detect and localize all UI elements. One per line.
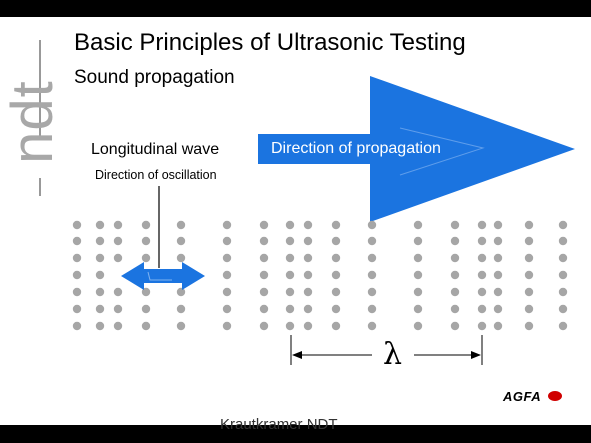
particle-dot	[559, 305, 567, 313]
particle-dot	[73, 271, 81, 279]
particle-dot	[451, 254, 459, 262]
particle-dot	[414, 254, 422, 262]
particle-dot	[368, 237, 376, 245]
particle-dot	[478, 305, 486, 313]
particle-dot	[559, 288, 567, 296]
particle-dot	[177, 322, 185, 330]
particle-dot	[223, 288, 231, 296]
particle-dot	[96, 305, 104, 313]
particle-dot	[332, 288, 340, 296]
particle-dot	[114, 254, 122, 262]
particle-dot	[260, 305, 268, 313]
particle-dot	[286, 237, 294, 245]
oscillation-arrow	[121, 262, 205, 290]
particle-dot	[559, 271, 567, 279]
particle-dot	[368, 288, 376, 296]
particle-dot	[73, 305, 81, 313]
particle-dot	[73, 254, 81, 262]
particle-dot	[414, 288, 422, 296]
particle-dot	[332, 305, 340, 313]
particle-dot	[114, 305, 122, 313]
particle-dot	[142, 305, 150, 313]
particle-dot	[260, 322, 268, 330]
footer-credit: Krautkramer NDT	[220, 416, 338, 433]
particle-dot	[414, 237, 422, 245]
page-subtitle: Sound propagation	[74, 67, 235, 88]
agfa-rhombus-icon	[548, 391, 562, 401]
particle-dot	[525, 237, 533, 245]
particle-dot	[368, 221, 376, 229]
particle-dot	[525, 322, 533, 330]
particle-dot	[451, 271, 459, 279]
particle-dot	[478, 322, 486, 330]
particle-dot	[451, 221, 459, 229]
particle-dot	[223, 237, 231, 245]
particle-dot	[223, 221, 231, 229]
particle-dot	[286, 254, 294, 262]
particle-dot	[177, 288, 185, 296]
particle-dot	[286, 305, 294, 313]
particle-dot	[559, 237, 567, 245]
particle-dot	[304, 322, 312, 330]
particle-dot	[525, 221, 533, 229]
particle-dot	[525, 271, 533, 279]
wavelength-arrowhead-left	[292, 351, 302, 359]
particle-dot	[96, 237, 104, 245]
particle-dot	[223, 322, 231, 330]
particle-dot	[260, 271, 268, 279]
particle-dot	[478, 221, 486, 229]
particle-dot	[494, 322, 502, 330]
particle-dot	[142, 237, 150, 245]
particle-dot	[494, 221, 502, 229]
particle-dot	[332, 237, 340, 245]
particle-dot	[451, 305, 459, 313]
particle-dot	[494, 305, 502, 313]
particle-dot	[414, 221, 422, 229]
particle-dot	[414, 305, 422, 313]
particle-dot	[286, 322, 294, 330]
particle-dot	[478, 237, 486, 245]
propagation-label: Direction of propagation	[271, 140, 441, 157]
page-title: Basic Principles of Ultrasonic Testing	[74, 29, 466, 56]
particle-dot	[286, 288, 294, 296]
particle-dot	[96, 254, 104, 262]
particle-dot	[368, 322, 376, 330]
particle-dot	[260, 237, 268, 245]
particle-dot	[525, 254, 533, 262]
particle-dot	[304, 305, 312, 313]
particle-dot	[414, 271, 422, 279]
agfa-logo: AGFA	[503, 389, 542, 404]
particle-dot	[368, 305, 376, 313]
particle-dot	[142, 221, 150, 229]
particle-dot	[559, 254, 567, 262]
ndt-logo: ndt	[0, 80, 65, 164]
particle-dot	[96, 322, 104, 330]
particle-dot	[368, 254, 376, 262]
particle-dot	[451, 322, 459, 330]
particle-dot	[451, 237, 459, 245]
particle-dot	[177, 237, 185, 245]
particle-dot	[177, 305, 185, 313]
particle-dot	[451, 288, 459, 296]
particle-dot	[559, 322, 567, 330]
particle-dot	[142, 254, 150, 262]
particle-dot	[304, 221, 312, 229]
wavelength-symbol: λ	[383, 337, 403, 372]
particle-dot	[332, 271, 340, 279]
particle-dot	[525, 305, 533, 313]
particle-dot	[525, 288, 533, 296]
particle-dot	[96, 288, 104, 296]
particle-dot	[304, 254, 312, 262]
particle-dot	[332, 221, 340, 229]
particle-dot	[494, 288, 502, 296]
wave-type-label: Longitudinal wave	[91, 141, 220, 158]
particle-dot	[260, 221, 268, 229]
particle-dot	[304, 271, 312, 279]
particle-dot	[223, 305, 231, 313]
particle-dot	[286, 221, 294, 229]
particle-dot	[142, 322, 150, 330]
particle-dot	[223, 254, 231, 262]
particle-dot	[177, 254, 185, 262]
oscillation-label: Direction of oscillation	[95, 168, 217, 182]
particle-dot	[177, 221, 185, 229]
particle-dot	[494, 254, 502, 262]
particle-dot	[223, 271, 231, 279]
wavelength-arrowhead-right	[471, 351, 481, 359]
particle-dot	[114, 288, 122, 296]
particle-dot	[494, 237, 502, 245]
particle-dot	[114, 322, 122, 330]
particle-dot	[478, 271, 486, 279]
particle-dot	[286, 271, 294, 279]
particle-dot	[478, 288, 486, 296]
particle-dot	[478, 254, 486, 262]
particle-dot	[559, 221, 567, 229]
particle-dot	[368, 271, 376, 279]
particle-dot	[260, 254, 268, 262]
particle-dot	[494, 271, 502, 279]
particle-dot	[332, 322, 340, 330]
particle-dot	[73, 288, 81, 296]
particle-dot	[73, 221, 81, 229]
particle-dot	[260, 288, 268, 296]
particle-dot	[332, 254, 340, 262]
particle-dot	[114, 237, 122, 245]
particle-dot	[73, 237, 81, 245]
particle-dot	[73, 322, 81, 330]
particle-dot	[304, 237, 312, 245]
particle-dot	[96, 271, 104, 279]
particle-dot	[114, 221, 122, 229]
particle-dot	[96, 221, 104, 229]
particle-dot	[304, 288, 312, 296]
particle-dot	[414, 322, 422, 330]
